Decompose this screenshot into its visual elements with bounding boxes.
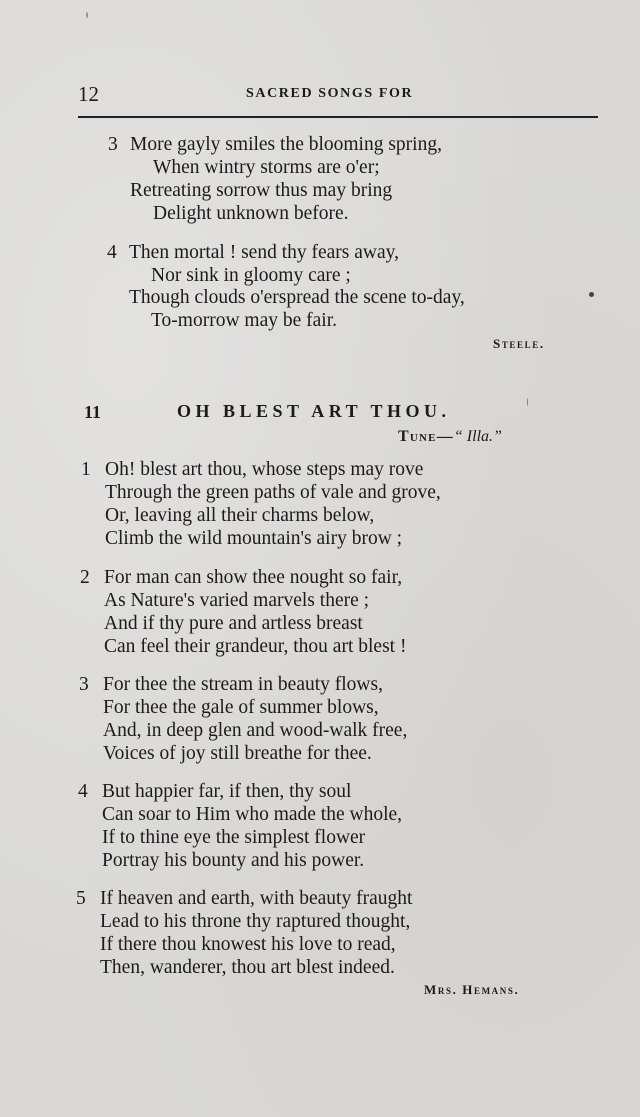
hymn-title: OH BLEST ART THOU. [177,401,451,421]
paper-speck [86,12,88,18]
verse-line: If to thine eye the simplest flower [102,827,366,848]
tune-name: “ Illa.” [453,428,502,445]
verse-line: As Nature's varied marvels there ; [104,590,370,611]
verse-line: Portray his bounty and his power. [102,850,365,871]
tune-label: Tune— [398,428,454,445]
verse-line: Or, leaving all their charms below, [105,505,375,526]
paper-speck [589,292,594,297]
verse-line: Lead to his throne thy raptured thought, [100,911,411,932]
author-attribution: Steele. [493,336,545,351]
verse-line: For man can show thee nought so fair, [104,567,403,588]
verse-line: Can feel their grandeur, thou art blest ! [104,636,407,657]
verse-line: If heaven and earth, with beauty fraught [100,888,413,909]
author-attribution: Mrs. Hemans. [424,982,520,997]
verse-line: Oh! blest art thou, whose steps may rove [105,459,424,480]
verse-line: When wintry storms are o'er; [153,157,380,178]
verse-line: Can soar to Him who made the whole, [102,804,403,825]
verse-line: Nor sink in gloomy care ; [151,265,351,286]
paper-speck [527,398,528,406]
verse-line: For thee the gale of summer blows, [103,697,379,718]
verse-line: More gayly smiles the blooming spring, [130,134,442,155]
verse-line: Voices of joy still breathe for thee. [103,743,372,764]
verse-number: 3 [108,134,118,155]
verse-number: 4 [78,781,88,802]
tune-indication [398,428,502,446]
verse-number: 2 [80,567,90,588]
verse-line: Though clouds o'erspread the scene to-day, [129,287,465,308]
verse-line: Retreating sorrow thus may bring [130,180,393,201]
verse-line: Climb the wild mountain's airy brow ; [105,528,403,549]
verse-line: Delight unknown before. [153,203,349,224]
page-number: 12 [78,82,99,106]
verse-line: Then, wanderer, thou art blest indeed. [100,957,395,978]
running-header [78,80,598,110]
verse-line: To-morrow may be fair. [151,310,337,331]
verse-line: And, in deep glen and wood-walk free, [103,720,408,741]
verse-line: But happier far, if then, thy soul [102,781,352,802]
header-rule [78,116,598,118]
verse-line: And if thy pure and artless breast [104,613,363,634]
verse-number: 4 [107,242,117,263]
verse-line: Then mortal ! send thy fears away, [129,242,400,263]
running-title: SACRED SONGS FOR [246,86,414,101]
verse-number: 5 [76,888,86,909]
verse-line: If there thou knowest his love to read, [100,934,396,955]
verse-number: 1 [81,459,91,480]
verse-line: For thee the stream in beauty flows, [103,674,383,695]
hymn-number: 11 [84,402,102,422]
verse-line: Through the green paths of vale and grove, [105,482,441,503]
verse-number: 3 [79,674,89,695]
